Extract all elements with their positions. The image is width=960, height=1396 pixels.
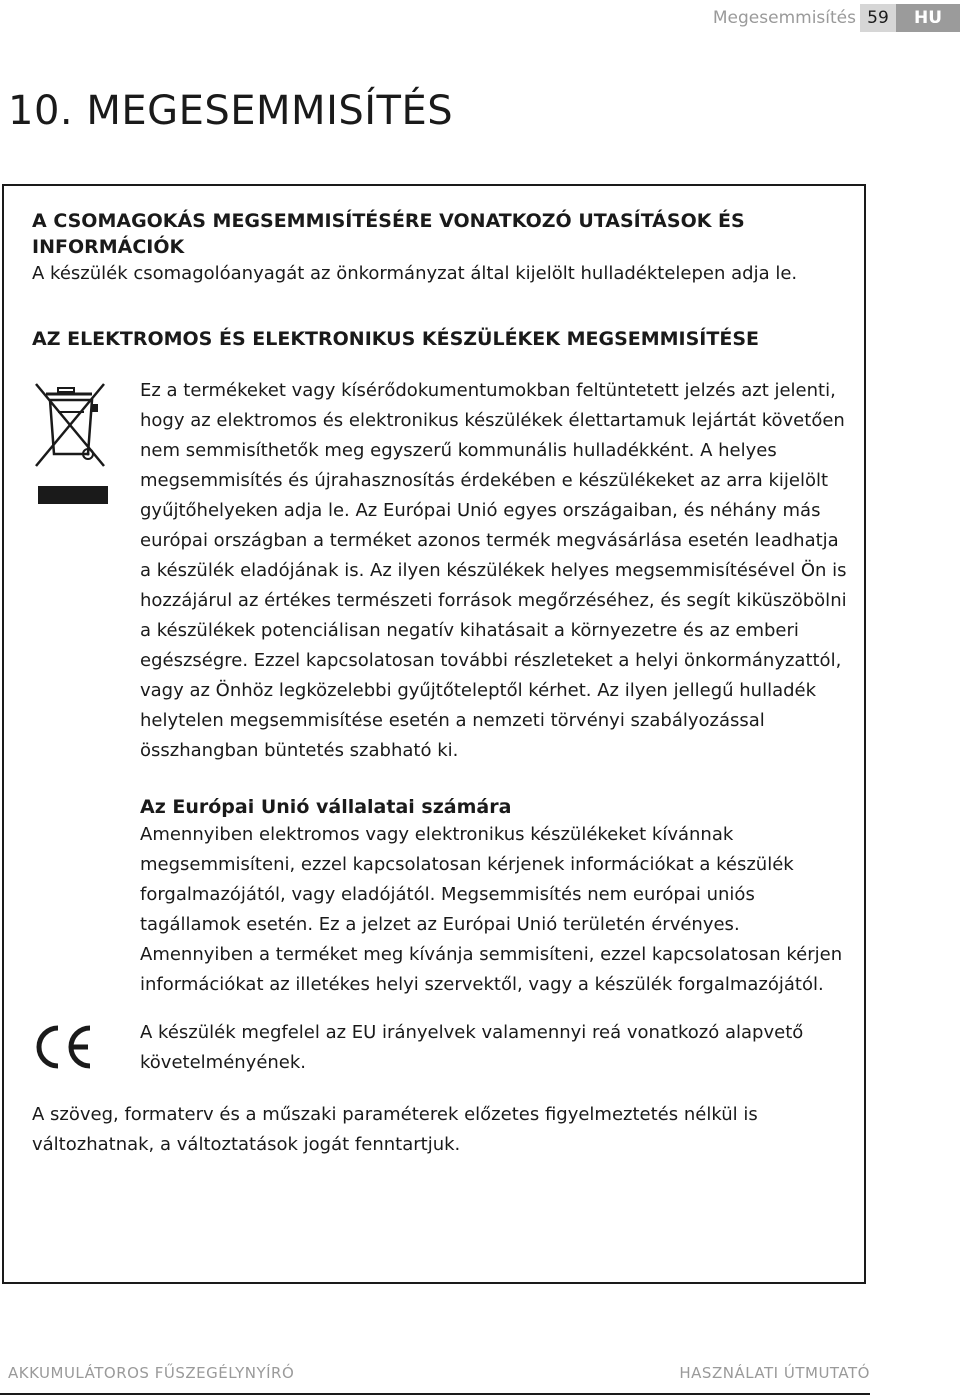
- header-section-name: Megesemmisítés: [712, 8, 856, 28]
- packaging-section: [32, 208, 832, 288]
- page-number: 59: [860, 4, 896, 32]
- electronics-text: Ez a termékeket vagy kísérődokumentumokban feltüntetett jelzés azt jelenti, hogy az elektromos és elektronikus készülékek élettartamuk lejártát követően nem semmisíthetők meg egyszerű kommunális hulladékként. A helyes megsemmisítés és újrahasznosítás érdekében e készülékeket az arra kijelölt gyűjtőhelyeken adja le. Az Európai Unió egyes országaiban, és néhány más európai országban a terméket azonos termék megvásárlása esetén leadhatja a készülék eladójának is. Az ilyen készülékek helyes megsemmisítésével Ön is hozzájárul az értékes természeti források megőrzéséhez, és segít kiküszöbölni a készülékek potenciálisan negatív kihatásait a környezetre és az emberi egészségre. Ezzel kapcsolatosan további részleteket a helyi önkormányzattól, vagy az Önhöz legközelebbi gyűjtőteleptől kérhet. Az ilyen jellegű hulladék helytelen megsemmisítése esetén a nemzeti törvényi szabályozással összhangban büntetés szabható ki.: [140, 380, 847, 761]
- eu-companies-section: [140, 794, 852, 1000]
- disclaimer-text: A szöveg, formaterv és a műszaki paraméterek előzetes figyelmeztetés nélkül is változhatnak, a változtatások jogát fenntartjuk.: [32, 1104, 758, 1155]
- crossed-out-wheelie-bin-icon: [32, 378, 112, 508]
- eu-companies-heading: Az Európai Unió vállalatai számára: [140, 796, 512, 818]
- packaging-heading-line1: A CSOMAGOKÁS MEGSEMMISÍTÉSÉRE VONATKOZÓ UTASÍTÁSOK ÉS: [32, 210, 745, 232]
- ce-text: A készülék megfelel az EU irányelvek valamennyi reá vonatkozó alapvető követelményének.: [140, 1022, 804, 1073]
- packaging-text: A készülék csomagolóanyagát az önkormányzat által kijelölt hulladéktelepen adja le.: [32, 263, 798, 284]
- electronics-section: [32, 326, 852, 352]
- electronics-heading: AZ ELEKTROMOS ÉS ELEKTRONIKUS KÉSZÜLÉKEK MEGSEMMISÍTÉSE: [32, 328, 759, 350]
- packaging-heading-line2: INFORMÁCIÓK: [32, 236, 185, 258]
- language-badge: HU: [896, 4, 960, 32]
- footer-manual-label: HASZNÁLATI ÚTMUTATÓ: [679, 1364, 870, 1382]
- eu-companies-text: Amennyiben elektromos vagy elektronikus készülékeket kívánnak megsemmisíteni, ezzel kapcsolatosan kérjenek információkat a készülék forgalmazójától, vagy eladójától. Megsemmisítés nem európai uniós tagállamok esetén. Ez a jelzet az Európai Unió területén érvényes. Amennyiben a terméket meg kívánja semmisíteni, ezzel kapcsolatosan kérjen információkat az illetékes helyi szervektől, vagy a készülék forgalmazójától.: [140, 824, 843, 995]
- page-title: 10. MEGESEMMISÍTÉS: [8, 88, 454, 134]
- footer-product-name: AKKUMULÁTOROS FŰSZEGÉLYNYÍRÓ: [8, 1364, 295, 1382]
- footer-rule: [0, 1393, 870, 1395]
- ce-mark-icon: [32, 1022, 94, 1072]
